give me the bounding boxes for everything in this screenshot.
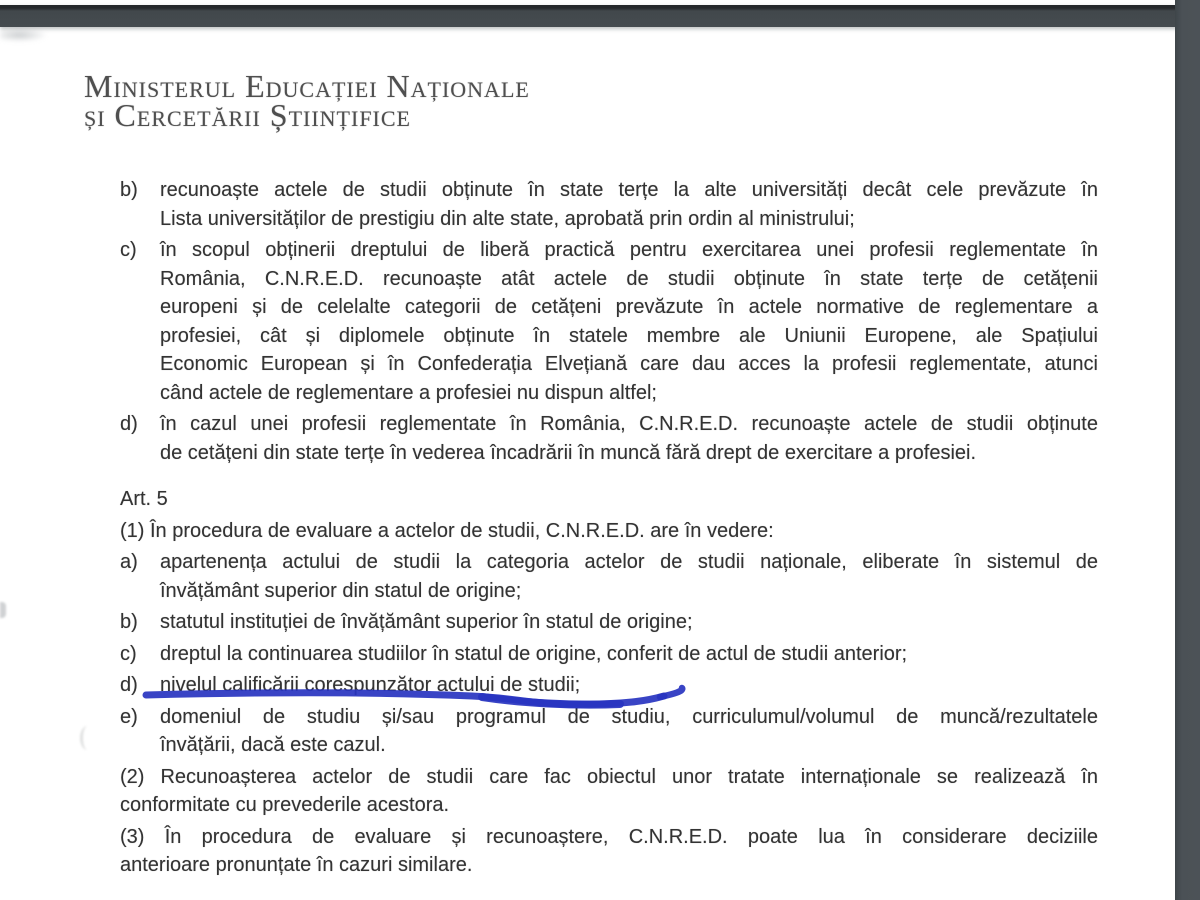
list-item-a xyxy=(120,548,1098,605)
document-line: (1) În procedura de evaluare a actelor de studii, C.N.R.E.D. are în vedere: xyxy=(120,519,774,542)
scan-edge-top-bar xyxy=(0,5,1200,27)
list-marker: c) xyxy=(120,642,137,665)
document-line: europeni și de celelalte categorii de cetățeni prevăzute în actele normative de reglementare a xyxy=(160,296,1098,318)
list-item-d xyxy=(120,410,1098,467)
document-line: nivelul calificării corespunzător actului de studii; xyxy=(160,674,581,696)
paragraph xyxy=(120,823,1098,880)
document-line: România, C.N.R.E.D. recunoaște atât actele de studii obținute în state terțe de cetățenii xyxy=(160,267,1098,290)
list-item-c xyxy=(120,236,1098,407)
list-marker: d) xyxy=(120,674,138,696)
document-line: conformitate cu prevederile acestora. xyxy=(120,794,450,816)
document-line: în scopul obținerii dreptului de liberă practică pentru exercitarea unei profesii reglementate în xyxy=(160,239,1098,261)
document-line: (2) Recunoașterea actelor de studii care fac obiectul unor tratate internaționale se realizează în xyxy=(120,765,1098,788)
document-line: când actele de reglementare a profesiei nu dispun altfel; xyxy=(160,381,657,404)
paragraph xyxy=(120,517,1098,546)
document-line: apartenența actului de studii la categoria actelor de studii naționale, eliberate în sistemul de xyxy=(160,551,1098,573)
list-marker: c) xyxy=(120,239,137,261)
document-line: recunoaște actele de studii obținute în state terțe la alte universități decât cele prevăzute în xyxy=(160,179,1098,201)
list-marker: e) xyxy=(120,705,138,728)
scan-artifact-tick xyxy=(0,602,6,618)
list-marker: d) xyxy=(120,413,138,435)
scan-artifact-smudge xyxy=(0,28,48,42)
letterhead-line-1: Ministerul Educației Naționale xyxy=(84,68,530,104)
list-marker: a) xyxy=(120,551,138,573)
document-body xyxy=(120,176,1098,883)
document-line: (3) În procedura de evaluare și recunoaștere, C.N.R.E.D. poate lua în considerare deciziile xyxy=(120,825,1098,848)
document-line: în cazul unei profesii reglementate în România, C.N.R.E.D. recunoaște actele de studii obținute xyxy=(160,413,1098,435)
list-item-b xyxy=(120,176,1098,233)
document-line: Lista universităților de prestigiu din alte state, aprobată prin ordin al ministrului; xyxy=(160,207,855,230)
document-line: anterioare pronunțate în cazuri similare. xyxy=(120,854,473,876)
document-line: statutul instituției de învățământ superior în statul de origine; xyxy=(160,611,693,633)
document-line: Art. 5 xyxy=(120,488,168,510)
document-line: învățării, dacă este cazul. xyxy=(160,734,386,756)
document-line: domeniul de studiu și/sau programul de studiu, curriculumul/volumul de muncă/rezultatele xyxy=(160,705,1098,728)
list-item-e xyxy=(120,703,1098,760)
list-item-c xyxy=(120,640,1098,669)
document-line: Economic European și în Confederația Elvețiană care dau acces la profesii reglementate, atunci xyxy=(160,353,1098,375)
scan-artifact-mark xyxy=(80,726,95,750)
ministry-letterhead xyxy=(84,68,530,133)
list-marker: b) xyxy=(120,611,138,633)
paragraph xyxy=(120,763,1098,820)
list-item-b xyxy=(120,608,1098,637)
document-line: profesiei, cât și diplomele obținute în statele membre ale Uniunii Europene, ale Spațiului xyxy=(160,324,1098,347)
letterhead-line-2: și Cercetării Științifice xyxy=(84,97,411,133)
document-line: dreptul la continuarea studiilor în statul de origine, conferit de actul de studii anterior; xyxy=(160,642,908,665)
paragraph xyxy=(120,485,1098,514)
document-line: de cetățeni din state terțe în vederea încadrării în muncă fără drept de exercitare a profesiei. xyxy=(160,441,977,464)
scan-edge-right-strip xyxy=(1175,0,1200,900)
list-marker: b) xyxy=(120,179,138,201)
list-item-d xyxy=(120,671,1098,700)
document-line: învățământ superior din statul de origine; xyxy=(160,579,522,602)
